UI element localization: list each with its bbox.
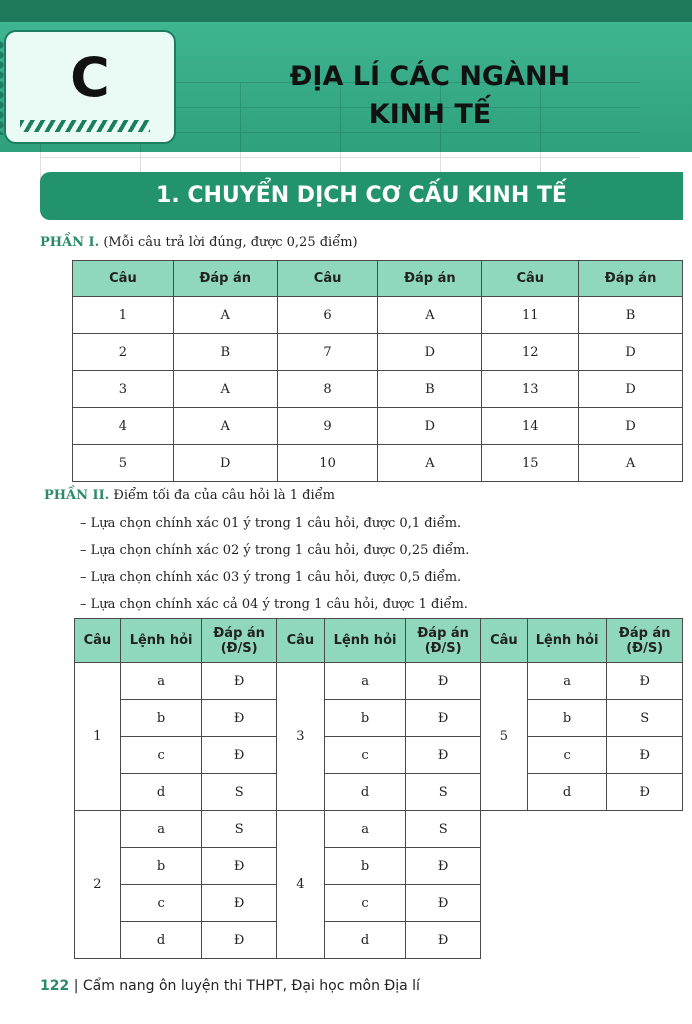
header-dap-an: Đáp án — [378, 261, 482, 297]
header-dap-an — [202, 619, 277, 663]
cell-answer: A — [579, 445, 683, 482]
part2-table-q1-q2 — [74, 618, 277, 959]
chapter-title — [200, 58, 660, 134]
page-footer — [40, 978, 420, 994]
header-lenh-hoi: Lệnh hỏi — [324, 619, 406, 663]
table-header-row — [277, 619, 481, 663]
cell-answer: D — [579, 371, 683, 408]
section-title: 1. CHUYỂN DỊCH CƠ CẤU KINH TẾ — [156, 183, 567, 208]
cell-answer: S — [202, 774, 277, 811]
cell-item: a — [527, 663, 607, 700]
part2-heading — [44, 488, 335, 503]
question-number: 2 — [75, 811, 121, 959]
cell-question: 9 — [277, 408, 378, 445]
cell-answer: D — [579, 408, 683, 445]
cell-item: d — [527, 774, 607, 811]
part1-heading — [40, 235, 358, 250]
cell-item: b — [120, 848, 202, 885]
chapter-title-line1: ĐỊA LÍ CÁC NGÀNH — [289, 61, 571, 92]
cell-answer: Đ — [607, 774, 683, 811]
cell-answer: S — [202, 811, 277, 848]
cell-answer: Đ — [406, 663, 481, 700]
chapter-title-line2: KINH TẾ — [368, 99, 492, 130]
badge-stripes-decoration — [20, 120, 150, 132]
header-dap-an: Đáp án — [173, 261, 277, 297]
header-dap-an-line1: Đáp án — [417, 625, 469, 641]
cell-item: d — [324, 922, 406, 959]
table-header-row — [75, 619, 277, 663]
cell-answer: Đ — [406, 737, 481, 774]
header-dap-an: Đáp án — [579, 261, 683, 297]
cell-item: c — [324, 737, 406, 774]
cell-question: 4 — [73, 408, 174, 445]
table-header-row — [481, 619, 683, 663]
footer-book-title: Cẩm nang ôn luyện thi THPT, Đại học môn Địa lí — [82, 978, 420, 994]
cell-question: 8 — [277, 371, 378, 408]
header-dap-an-line1: Đáp án — [213, 625, 265, 641]
scoring-rule: – Lựa chọn chính xác cả 04 ý trong 1 câu hỏi, được 1 điểm. — [80, 597, 468, 612]
cell-answer: A — [378, 445, 482, 482]
cell-question: 3 — [73, 371, 174, 408]
cell-item: d — [120, 922, 202, 959]
cell-item: d — [324, 774, 406, 811]
cell-answer: Đ — [406, 700, 481, 737]
table-row — [73, 371, 683, 408]
header-cau: Câu — [277, 619, 325, 663]
table-row — [73, 408, 683, 445]
header-cau: Câu — [73, 261, 174, 297]
header-cau: Câu — [75, 619, 121, 663]
header-dap-an — [406, 619, 481, 663]
cell-answer: B — [173, 334, 277, 371]
part2-label: PHẦN II. — [44, 488, 110, 503]
header-dap-an-line2: (Đ/S) — [424, 640, 462, 656]
cell-item: a — [324, 811, 406, 848]
question-number: 3 — [277, 663, 325, 811]
cell-answer: B — [378, 371, 482, 408]
cell-question: 13 — [482, 371, 579, 408]
cell-question: 1 — [73, 297, 174, 334]
header-lenh-hoi: Lệnh hỏi — [120, 619, 202, 663]
cell-answer: Đ — [202, 700, 277, 737]
cell-item: d — [120, 774, 202, 811]
cell-item: b — [324, 848, 406, 885]
question-number: 4 — [277, 811, 325, 959]
table-row — [277, 663, 481, 700]
header-cau: Câu — [482, 261, 579, 297]
cell-item: b — [120, 700, 202, 737]
cell-item: a — [120, 811, 202, 848]
cell-answer: Đ — [406, 922, 481, 959]
question-number: 5 — [481, 663, 528, 811]
section-banner — [40, 172, 683, 220]
part1-label: PHẦN I. — [40, 235, 100, 250]
cell-answer: Đ — [607, 663, 683, 700]
cell-answer: Đ — [607, 737, 683, 774]
part2-table-q3-q4 — [276, 618, 481, 959]
cell-item: c — [324, 885, 406, 922]
cell-answer: Đ — [202, 663, 277, 700]
table-row — [481, 663, 683, 700]
cell-answer: D — [579, 334, 683, 371]
header-lenh-hoi: Lệnh hỏi — [527, 619, 607, 663]
cell-question: 10 — [277, 445, 378, 482]
cell-question: 2 — [73, 334, 174, 371]
part1-answer-table — [72, 260, 683, 482]
cell-answer: S — [607, 700, 683, 737]
cell-answer: Đ — [202, 922, 277, 959]
table-row — [75, 663, 277, 700]
cell-answer: Đ — [202, 737, 277, 774]
cell-item: a — [324, 663, 406, 700]
chapter-badge — [4, 30, 176, 144]
scoring-rule: – Lựa chọn chính xác 03 ý trong 1 câu hỏi, được 0,5 điểm. — [80, 570, 462, 585]
cell-answer: S — [406, 774, 481, 811]
header-dap-an-line2: (Đ/S) — [626, 640, 664, 656]
cell-question: 11 — [482, 297, 579, 334]
part2-table-q5 — [480, 618, 683, 811]
footer-separator: | — [73, 978, 79, 994]
cell-question: 7 — [277, 334, 378, 371]
cell-answer: D — [378, 334, 482, 371]
cell-answer: S — [406, 811, 481, 848]
cell-item: c — [527, 737, 607, 774]
cell-item: c — [120, 737, 202, 774]
cell-answer: A — [378, 297, 482, 334]
table-row — [73, 334, 683, 371]
top-bar — [0, 0, 692, 22]
scoring-rule: – Lựa chọn chính xác 01 ý trong 1 câu hỏi, được 0,1 điểm. — [80, 516, 462, 531]
part1-note: (Mỗi câu trả lời đúng, được 0,25 điểm) — [103, 235, 358, 250]
cell-item: b — [324, 700, 406, 737]
chapter-letter: C — [70, 46, 110, 109]
header-cau: Câu — [481, 619, 528, 663]
cell-answer: Đ — [202, 885, 277, 922]
question-number: 1 — [75, 663, 121, 811]
cell-item: c — [120, 885, 202, 922]
cell-item: b — [527, 700, 607, 737]
page-number: 122 — [40, 978, 70, 994]
cell-item: a — [120, 663, 202, 700]
scoring-rule: – Lựa chọn chính xác 02 ý trong 1 câu hỏi, được 0,25 điểm. — [80, 543, 470, 558]
cell-answer: Đ — [406, 885, 481, 922]
table-row — [73, 445, 683, 482]
cell-answer: D — [173, 445, 277, 482]
part2-note: Điểm tối đa của câu hỏi là 1 điểm — [113, 488, 335, 503]
cell-question: 6 — [277, 297, 378, 334]
table-header-row — [73, 261, 683, 297]
cell-answer: A — [173, 371, 277, 408]
cell-answer: D — [378, 408, 482, 445]
cell-answer: Đ — [202, 848, 277, 885]
header-dap-an-line2: (Đ/S) — [220, 640, 258, 656]
header-cau: Câu — [277, 261, 378, 297]
cell-question: 15 — [482, 445, 579, 482]
table-row — [73, 297, 683, 334]
table-row — [75, 811, 277, 848]
cell-question: 14 — [482, 408, 579, 445]
cell-answer: B — [579, 297, 683, 334]
header-dap-an — [607, 619, 683, 663]
cell-answer: A — [173, 297, 277, 334]
cell-answer: Đ — [406, 848, 481, 885]
cell-question: 12 — [482, 334, 579, 371]
cell-question: 5 — [73, 445, 174, 482]
cell-answer: A — [173, 408, 277, 445]
table-row — [277, 811, 481, 848]
header-dap-an-line1: Đáp án — [618, 625, 671, 641]
